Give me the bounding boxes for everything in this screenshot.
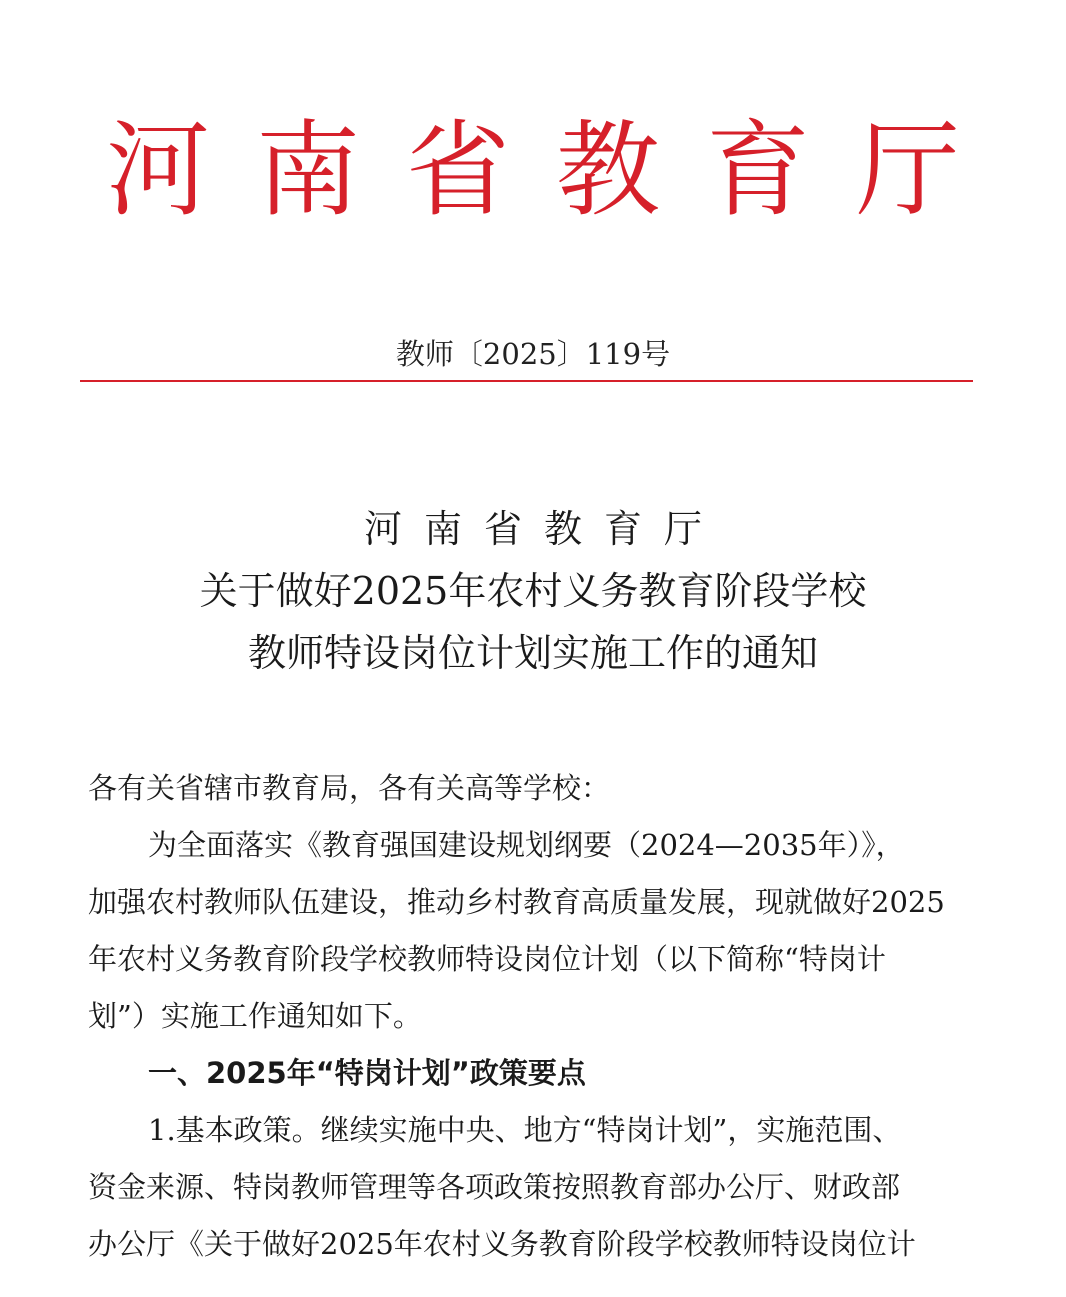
notice-title — [0, 498, 1066, 684]
paragraph-2-line: 办公厅《关于做好2025年农村义务教育阶段学校教师特设岗位计 — [88, 1227, 916, 1261]
document-number: 教师〔2025〕119号 — [395, 337, 671, 371]
title-line-2: 教师特设岗位计划实施工作的通知 — [247, 631, 818, 675]
paragraph-1-line: 加强农村教师队伍建设，推动乡村教育高质量发展，现就做好2025 — [88, 885, 945, 919]
title-issuer: 河南省教育厅 — [363, 507, 724, 551]
red-divider-line — [80, 380, 973, 382]
paragraph-1-line: 划”）实施工作通知如下。 — [88, 999, 422, 1033]
paragraph-1-line: 为全面落实《教育强国建设规划纲要（2024—2035年）》， — [148, 828, 905, 862]
section-1-heading: 一、2025年“特岗计划”政策要点 — [148, 1056, 586, 1090]
paragraph-1-line: 年农村义务教育阶段学校教师特设岗位计划（以下简称“特岗计 — [88, 942, 886, 976]
title-line-1: 关于做好2025年农村义务教育阶段学校 — [199, 569, 867, 613]
paragraph-2-line: 资金来源、特岗教师管理等各项政策按照教育部办公厅、财政部 — [88, 1170, 901, 1204]
paragraph-2-line: 1.基本政策。继续实施中央、地方“特岗计划”，实施范围、 — [148, 1113, 902, 1147]
salutation: 各有关省辖市教育局，各有关高等学校： — [88, 771, 611, 805]
document-body — [88, 760, 980, 1273]
masthead-title: 河南省教育厅 — [105, 109, 1006, 231]
